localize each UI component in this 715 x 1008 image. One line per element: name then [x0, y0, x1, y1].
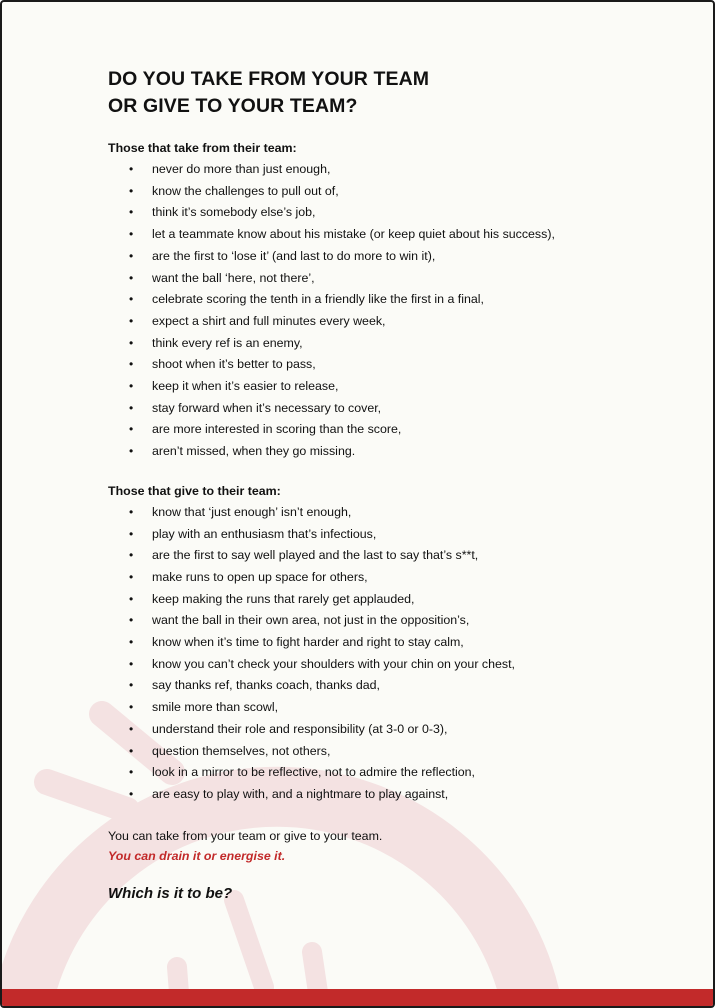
list-item — [108, 719, 688, 741]
list-item — [108, 589, 688, 611]
list-item-text: keep it when it’s easier to release, — [152, 379, 339, 394]
list-item — [108, 610, 688, 632]
list-item-text: know when it’s time to fight harder and right to stay calm, — [152, 635, 464, 650]
give-heading: Those that give to their team: — [108, 483, 281, 498]
list-item — [108, 697, 688, 719]
bullet-icon: • — [129, 292, 134, 307]
bullet-icon: • — [129, 591, 134, 606]
list-item — [108, 784, 688, 806]
bullet-icon: • — [129, 613, 134, 628]
list-item-text: are the first to say well played and the last to say that’s s**t, — [152, 548, 479, 563]
list-item — [108, 224, 688, 246]
bullet-icon: • — [129, 205, 134, 220]
list-item — [108, 675, 688, 697]
list-item-text: smile more than scowl, — [152, 700, 279, 715]
list-item — [108, 202, 688, 224]
bullet-icon: • — [129, 444, 134, 459]
list-item-text: say thanks ref, thanks coach, thanks dad, — [152, 678, 380, 693]
list-item-text: aren’t missed, when they go missing. — [152, 444, 356, 459]
list-item-text: know that ‘just enough’ isn’t enough, — [152, 504, 352, 519]
give-list — [108, 502, 688, 806]
take-heading: Those that take from their team: — [108, 141, 297, 155]
closing-question: Which is it to be? — [108, 884, 233, 902]
list-item — [108, 545, 688, 567]
list-item-text: shoot when it’s better to pass, — [152, 357, 316, 372]
list-item — [108, 268, 688, 290]
list-item — [108, 654, 688, 676]
list-item-text: understand their role and responsibility (at 3-0 or 0-3), — [152, 721, 448, 736]
list-item-text: know the challenges to pull out of, — [152, 183, 339, 198]
bullet-icon: • — [129, 227, 134, 242]
list-item-text: expect a shirt and full minutes every week, — [152, 313, 386, 328]
list-item-text: play with an enthusiasm that’s infectious, — [152, 526, 377, 541]
bullet-icon: • — [129, 765, 134, 780]
list-item — [108, 762, 688, 784]
list-item — [108, 289, 688, 311]
list-item-text: look in a mirror to be reflective, not to admire the reflection, — [152, 765, 475, 780]
bullet-icon: • — [129, 548, 134, 563]
page-title — [108, 66, 688, 120]
bullet-icon: • — [129, 183, 134, 198]
bullet-icon: • — [129, 335, 134, 350]
bullet-icon: • — [129, 526, 134, 541]
closing-red-line: You can drain it or energise it. — [108, 848, 286, 863]
title-line-2: OR GIVE TO YOUR TEAM? — [108, 95, 358, 117]
bullet-icon: • — [129, 162, 134, 176]
closing-line: You can take from your team or give to your team. — [108, 828, 383, 843]
list-item-text: want the ball ‘here, not there’, — [152, 270, 315, 285]
list-item — [108, 632, 688, 654]
list-item-text: want the ball in their own area, not just in the opposition’s, — [152, 613, 470, 628]
list-item-text: are the first to ‘lose it’ (and last to do more to win it), — [152, 248, 436, 263]
list-item — [108, 524, 688, 546]
list-item — [108, 354, 688, 376]
footer-bar — [2, 989, 713, 1006]
bullet-icon: • — [129, 569, 134, 584]
bullet-icon: • — [129, 422, 134, 437]
list-item-text: stay forward when it’s necessary to cover, — [152, 400, 382, 415]
list-item-text: know you can’t check your shoulders with your chin on your chest, — [152, 656, 515, 671]
watermark-ray-4 — [234, 900, 264, 987]
list-item-text: celebrate scoring the tenth in a friendly like the first in a final, — [152, 292, 484, 307]
list-item — [108, 419, 688, 441]
bullet-icon: • — [129, 313, 134, 328]
bullet-icon: • — [129, 743, 134, 758]
list-item — [108, 741, 688, 763]
title-line-1: DO YOU TAKE FROM YOUR TEAM — [108, 68, 430, 90]
bullet-icon: • — [129, 786, 134, 801]
list-item — [108, 398, 688, 420]
bullet-icon: • — [129, 357, 134, 372]
list-item-text: are easy to play with, and a nightmare to play against, — [152, 786, 449, 801]
document-content — [108, 66, 688, 905]
list-item-text: keep making the runs that rarely get applauded, — [152, 591, 415, 606]
list-item — [108, 246, 688, 268]
list-item — [108, 441, 688, 463]
bullet-icon: • — [129, 656, 134, 671]
list-item — [108, 311, 688, 333]
list-item — [108, 376, 688, 398]
list-item-text: question themselves, not others, — [152, 743, 331, 758]
bullet-icon: • — [129, 678, 134, 693]
list-item-text: let a teammate know about his mistake (or keep quiet about his success), — [152, 227, 555, 242]
bullet-icon: • — [129, 700, 134, 715]
bullet-icon: • — [129, 721, 134, 736]
list-item-text: are more interested in scoring than the score, — [152, 422, 402, 437]
list-item-text: never do more than just enough, — [152, 162, 331, 176]
list-item — [108, 567, 688, 589]
bullet-icon: • — [129, 504, 134, 519]
list-item-text: think every ref is an enemy, — [152, 335, 303, 350]
take-list — [108, 159, 688, 463]
bullet-icon: • — [129, 270, 134, 285]
bullet-icon: • — [129, 400, 134, 415]
bullet-icon: • — [129, 379, 134, 394]
list-item — [108, 333, 688, 355]
list-item — [108, 181, 688, 203]
list-item-text: think it’s somebody else’s job, — [152, 205, 316, 220]
bullet-icon: • — [129, 248, 134, 263]
bullet-icon: • — [129, 635, 134, 650]
list-item-text: make runs to open up space for others, — [152, 569, 368, 584]
list-item — [108, 159, 688, 181]
list-item — [108, 502, 688, 524]
